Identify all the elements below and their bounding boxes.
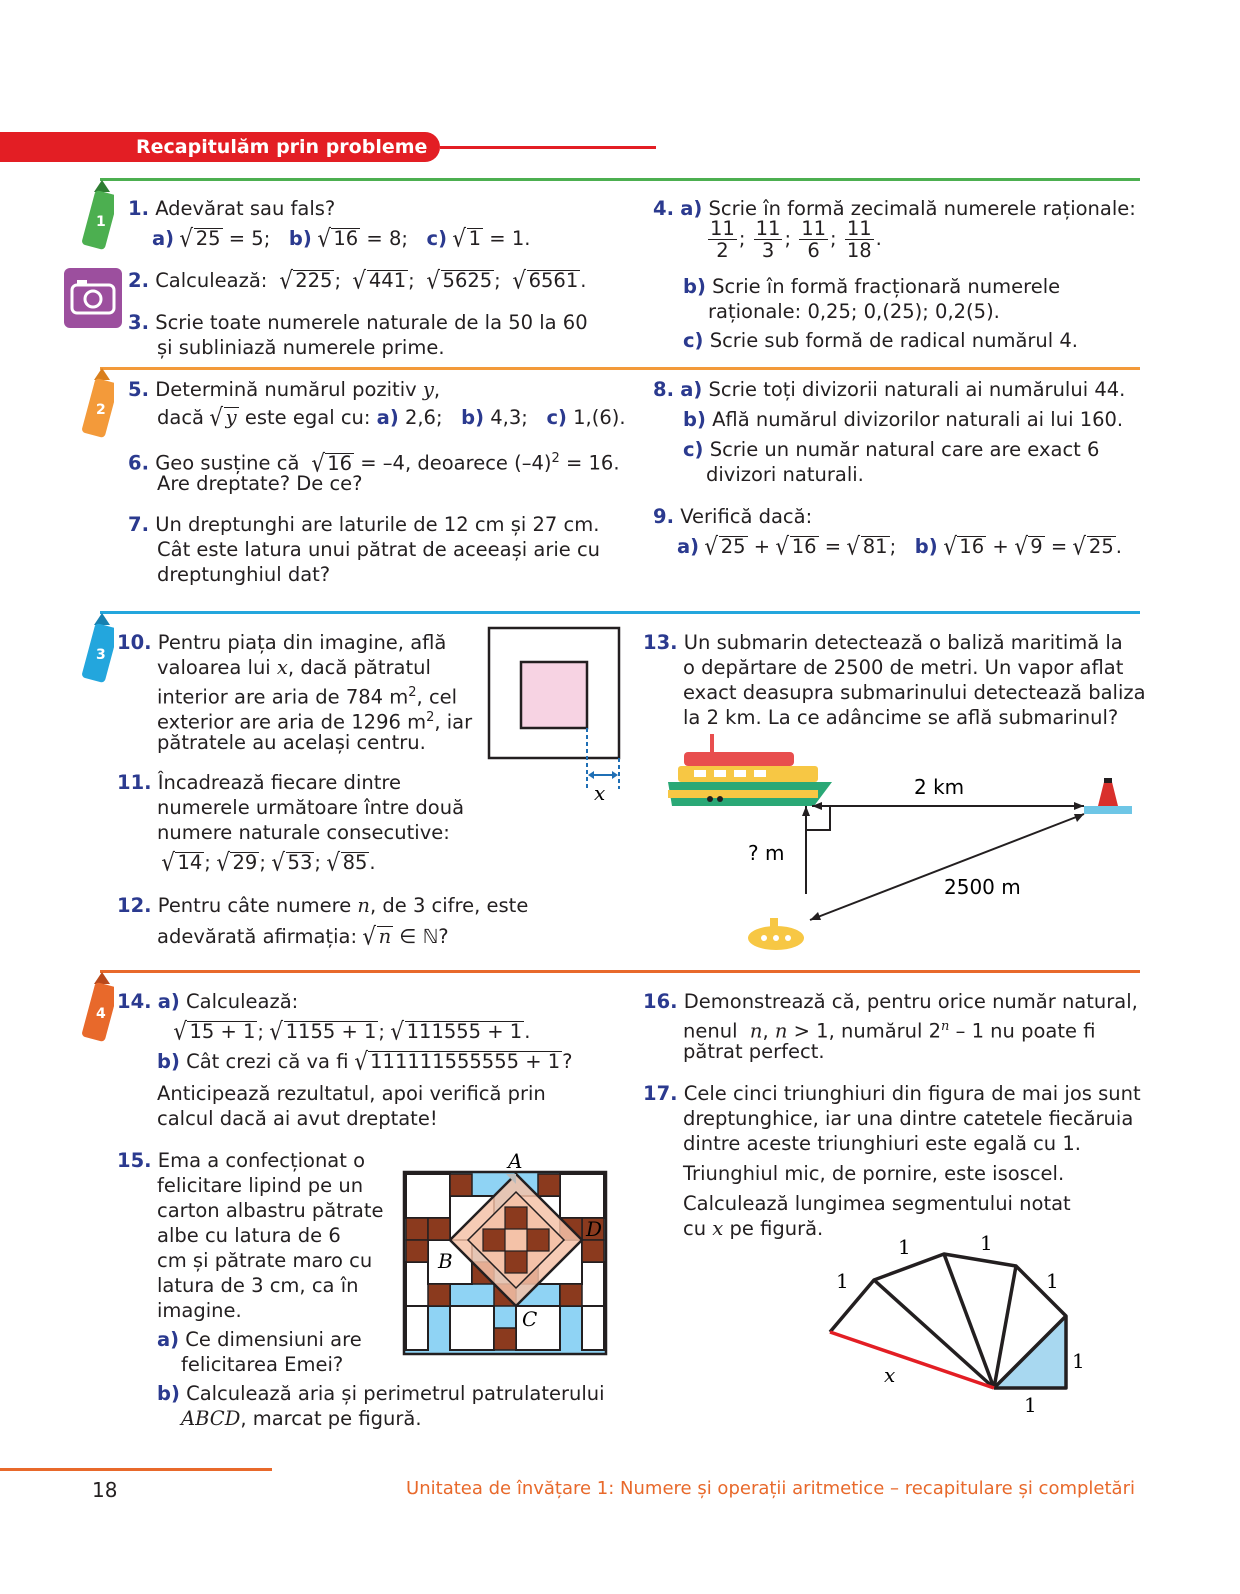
variable-x: x bbox=[712, 1217, 724, 1240]
problem-2-statement: 2. Calculează: √ 225 ; √ 441 ; √ 5625 ; √ 6561 . bbox=[128, 266, 587, 295]
vertex-A-label: A bbox=[508, 1152, 523, 1173]
problem-17-number: 17. bbox=[643, 1082, 678, 1105]
variable-n: n bbox=[357, 894, 370, 917]
problem-13-line-3: exact deasupra submarinului detectează baliza bbox=[683, 681, 1146, 704]
problem-15-text-1: Ema a confecționat o bbox=[157, 1149, 366, 1172]
variable-n: n bbox=[749, 1019, 763, 1043]
problem-8-c-2: divizori naturali. bbox=[706, 463, 864, 486]
problem-15-b-1 bbox=[157, 1381, 605, 1406]
side-label-1e: 1 bbox=[1072, 1349, 1085, 1373]
problem-1-text: Adevărat sau fals? bbox=[155, 197, 336, 220]
problem-5-number: 5. bbox=[128, 378, 149, 401]
item-a-label: a) bbox=[157, 1328, 180, 1351]
item-c-label: c) bbox=[683, 438, 704, 461]
iar: , iar bbox=[434, 710, 473, 734]
sep: ; bbox=[314, 851, 321, 874]
item-c-label: c) bbox=[426, 227, 448, 250]
variable-n: n bbox=[774, 1019, 788, 1043]
problem-6-text-c: = 16. bbox=[559, 451, 620, 475]
problem-15-line-4: albe cu latura de 6 bbox=[157, 1224, 341, 1247]
camera-icon[interactable] bbox=[64, 268, 122, 328]
problem-16-text-1: Demonstrează că, pentru orice număr natural, bbox=[683, 990, 1138, 1013]
problem-6-line-2: Are dreptate? De ce? bbox=[157, 472, 363, 495]
section-header-tag bbox=[0, 132, 440, 162]
problem-3-line-2: și subliniază numerele prime. bbox=[157, 336, 445, 359]
problem-6-line-1: 6. Geo susține că √ 16 = –4, deoarece $(-4)^2 = 16$. bbox=[128, 448, 620, 478]
plus: + bbox=[753, 535, 771, 558]
item-c-rest: = 1. bbox=[489, 227, 531, 250]
problem-4-c bbox=[683, 328, 1078, 353]
end: . bbox=[1115, 535, 1122, 558]
buoy-icon bbox=[1084, 778, 1132, 814]
problem-11-line-4: √ 14 ; √ 29 ; √ 53 ; √ 85 . bbox=[161, 848, 376, 877]
dacă: dacă bbox=[157, 406, 204, 429]
level-1-number: 1 bbox=[96, 214, 106, 230]
ship-icon bbox=[668, 734, 832, 806]
problem-7-line-2: Cât este latura unui pătrat de aceeași arie cu bbox=[157, 538, 601, 561]
problem-9-line-2: a) √ 25 + √ 16 = √ 81 ; b) √ 16 + √ 9 = √ 25 . bbox=[677, 532, 1122, 561]
problem-5-text-1: Determină numărul pozitiv bbox=[155, 378, 417, 401]
problem-17-line-1 bbox=[643, 1081, 1141, 1106]
radical-16: 16 bbox=[959, 535, 985, 558]
problem-5-line-1 bbox=[128, 377, 440, 402]
problem-17-line-5: Calculează lungimea segmentului notat bbox=[683, 1192, 1071, 1215]
level-2-separator bbox=[100, 367, 1140, 370]
fraction-11-3: $\frac{11}{3}$ bbox=[755, 217, 781, 262]
este-egal: este egal cu: bbox=[244, 406, 371, 429]
ce-dimensiuni: Ce dimensiuni are bbox=[185, 1328, 362, 1351]
problem-2-number: 2. bbox=[128, 269, 149, 292]
item-c-label: c) bbox=[683, 329, 704, 352]
level-4-separator bbox=[100, 970, 1140, 973]
radical-n: n bbox=[378, 925, 392, 948]
problem-10-number: 10. bbox=[117, 631, 152, 654]
problem-13-line-4: la 2 km. La ce adâncime se află submarinul? bbox=[683, 706, 1119, 729]
plus: + bbox=[992, 535, 1009, 558]
problem-15-line-6: latura de 3 cm, ca în bbox=[157, 1274, 359, 1297]
level-3-crayon-icon bbox=[80, 613, 114, 691]
radical-y: y bbox=[225, 406, 237, 429]
problem-14-radicals: √ 15 + 1 ; √ 1155 + 1 ; √ 111555 + 1 . bbox=[173, 1017, 531, 1046]
item-b-label: b) bbox=[461, 406, 485, 429]
item-a-label: a) bbox=[677, 535, 700, 558]
inner-square bbox=[521, 662, 587, 728]
item-a-rest: = 5; bbox=[228, 227, 271, 250]
problem-1-statement bbox=[128, 196, 335, 221]
level-1-crayon-icon bbox=[80, 180, 114, 258]
exponent: 2 bbox=[551, 451, 560, 466]
item-a-label: a) bbox=[376, 406, 399, 429]
comma: , bbox=[762, 1019, 775, 1043]
problem-15-line-2: felicitare lipind pe un bbox=[157, 1174, 364, 1197]
side-label-1b: 1 bbox=[898, 1235, 911, 1259]
comma: , bbox=[433, 378, 441, 401]
radical-25: 25 bbox=[195, 227, 221, 250]
afirmatia: adevărată afirmația: bbox=[157, 925, 358, 948]
radical-16: 16 bbox=[333, 227, 359, 250]
label-2km: 2 km bbox=[914, 775, 965, 799]
sep: ; bbox=[257, 1020, 264, 1043]
problem-4-text-b1: Scrie în formă fracționară numerele bbox=[712, 275, 1061, 298]
problem-15-a-1 bbox=[157, 1327, 362, 1352]
pe-figura: pe figură. bbox=[729, 1217, 824, 1240]
cat-crezi: Cât crezi că va fi bbox=[186, 1050, 349, 1073]
radical-225: 225 bbox=[295, 269, 333, 292]
end: . bbox=[369, 851, 376, 874]
level-2-crayon-icon bbox=[80, 368, 114, 446]
problem-10-line-2 bbox=[157, 655, 431, 680]
item-b-label: b) bbox=[157, 1050, 180, 1073]
cu: cu bbox=[683, 1217, 707, 1240]
problem-11-line-2: numerele următoare între două bbox=[157, 796, 465, 819]
fraction-11-18: $\frac{11}{18}$ bbox=[846, 217, 872, 262]
radical-14: 14 bbox=[177, 851, 203, 874]
exponent: 2 bbox=[408, 685, 417, 700]
item-b-label: b) bbox=[683, 408, 706, 431]
valoarea: valoarea lui bbox=[157, 656, 271, 679]
abcd-label: ABCD bbox=[181, 1407, 241, 1430]
radical-16: 16 bbox=[327, 451, 353, 475]
item-a-label: a) bbox=[680, 378, 703, 401]
problem-17-line-2: dreptunghice, iar una dintre catetele fiecăruia bbox=[683, 1107, 1134, 1130]
problem-4-b-1 bbox=[683, 274, 1060, 299]
radical-1: 1 bbox=[468, 227, 482, 250]
problem-12-line-1 bbox=[117, 893, 528, 918]
problem-8-text-b: Află numărul divizorilor naturali ai lui 160. bbox=[712, 408, 1124, 431]
side-label-1c: 1 bbox=[980, 1231, 993, 1255]
interior-aria: interior are aria de 784 m bbox=[157, 685, 409, 709]
radical-29: 29 bbox=[232, 851, 258, 874]
numarul: > 1, numărul 2 bbox=[787, 1019, 942, 1043]
problem-10-line-1 bbox=[117, 630, 446, 655]
problem-12-text-b: , de 3 cifre, este bbox=[369, 894, 529, 917]
value-a: 2,6; bbox=[404, 406, 443, 429]
variable-x: x bbox=[276, 656, 288, 679]
nenul: nenul bbox=[683, 1019, 738, 1043]
exponent: 2 bbox=[426, 710, 435, 725]
problem-4-text-c: Scrie sub formă de radical numărul 4. bbox=[709, 329, 1079, 352]
problem-6-text-b: = –4, deoarece (–4) bbox=[360, 451, 552, 475]
problem-12-text-a: Pentru câte numere bbox=[157, 894, 352, 917]
problem-2-text: Calculează: bbox=[155, 269, 268, 292]
problem-17-line-6 bbox=[683, 1216, 823, 1241]
greeting-card-figure bbox=[398, 1152, 610, 1358]
level-2-number: 2 bbox=[96, 402, 106, 418]
level-4-crayon-icon bbox=[80, 972, 114, 1050]
problem-9-line-1 bbox=[653, 504, 812, 529]
vertex-C-label: C bbox=[522, 1307, 538, 1331]
problem-15-line-3: carton albastru pătrate bbox=[157, 1199, 384, 1222]
vertex-D-label: D bbox=[586, 1217, 603, 1241]
radical-441: 441 bbox=[368, 269, 407, 292]
problem-12-line-2: adevărată afirmația: √ n ∈ ℕ? bbox=[157, 922, 449, 951]
problem-13-line-2: o depărtare de 2500 de metri. Un vapor aflat bbox=[683, 656, 1124, 679]
problem-1-number: 1. bbox=[128, 197, 149, 220]
segment-x bbox=[830, 1332, 994, 1388]
radical-53: 53 bbox=[287, 851, 313, 874]
label-depth: ? m bbox=[748, 841, 785, 865]
problem-14-line-1 bbox=[117, 989, 298, 1014]
item-c-label: c) bbox=[546, 406, 567, 429]
footer-rule bbox=[0, 1468, 272, 1471]
side-label-1a: 1 bbox=[836, 1269, 849, 1293]
variable-y: y bbox=[422, 378, 434, 401]
problem-14-number: 14. bbox=[117, 990, 152, 1013]
problem-3-number: 3. bbox=[128, 311, 149, 334]
sep: ; bbox=[408, 269, 415, 292]
page-number: 18 bbox=[92, 1478, 118, 1502]
problem-15-line-1 bbox=[117, 1148, 365, 1173]
problem-7-line-1 bbox=[128, 512, 599, 537]
value-c: 1,(6). bbox=[573, 406, 626, 429]
problem-15-line-5: cm și pătrate maro cu bbox=[157, 1249, 373, 1272]
radical-25: 25 bbox=[1088, 535, 1114, 558]
figure-x-label: x bbox=[594, 781, 606, 805]
problem-15-b-2 bbox=[181, 1406, 422, 1431]
question: ? bbox=[562, 1050, 573, 1073]
fraction-11-6: $\frac{11}{6}$ bbox=[801, 217, 827, 262]
radical-81: 81 bbox=[862, 535, 888, 558]
problem-7-text-1: Un dreptunghi are laturile de 12 cm și 27 cm. bbox=[155, 513, 600, 536]
radical-big: 111111555555 + 1 bbox=[370, 1050, 561, 1073]
marcat: , marcat pe figură. bbox=[240, 1407, 422, 1430]
problem-14-line-b: b) Cât crezi că va fi √ 111111555555 + 1 ? bbox=[157, 1047, 573, 1076]
level-4-number: 4 bbox=[96, 1006, 106, 1022]
problem-7-number: 7. bbox=[128, 513, 149, 536]
problem-16-line-3: pătrat perfect. bbox=[683, 1040, 825, 1063]
equals: = bbox=[824, 535, 842, 558]
problem-11-text-1: Încadrează fiecare dintre bbox=[157, 771, 401, 794]
problem-16-number: 16. bbox=[643, 990, 678, 1013]
problem-8-c-1 bbox=[683, 437, 1099, 462]
problem-17-line-3: dintre aceste triunghiuri este egală cu 1. bbox=[683, 1132, 1081, 1155]
header-rule bbox=[440, 146, 656, 149]
radical-16: 16 bbox=[791, 535, 817, 558]
problem-8-text-a: Scrie toți divizorii naturali ai numărului 44. bbox=[708, 378, 1126, 401]
problem-9-number: 9. bbox=[653, 505, 674, 528]
problem-11-number: 11. bbox=[117, 771, 152, 794]
problem-13-text-1: Un submarin detectează o baliză maritimă la bbox=[683, 631, 1123, 654]
item-b-rest: = 8; bbox=[366, 227, 408, 250]
equals: = bbox=[1050, 535, 1068, 558]
problem-13-number: 13. bbox=[643, 631, 678, 654]
level-1-separator bbox=[100, 178, 1140, 181]
problem-16-line-1 bbox=[643, 989, 1138, 1014]
problem-11-line-3: numere naturale consecutive: bbox=[157, 821, 450, 844]
sep: ; bbox=[259, 851, 266, 874]
item-b-label: b) bbox=[288, 227, 312, 250]
problem-17-text-1: Cele cinci triunghiuri din figura de mai jos sunt bbox=[683, 1082, 1141, 1105]
problem-8-a bbox=[653, 377, 1125, 402]
problem-4-b-2: raționale: 0,25; 0,(25); 0,2(5). bbox=[708, 300, 1000, 323]
calculeaza: Calculează: bbox=[186, 990, 299, 1013]
level-3-number: 3 bbox=[96, 647, 106, 663]
squares-figure bbox=[484, 624, 626, 806]
item-a-label: a) bbox=[680, 197, 703, 220]
radical-111555-1: 111555 + 1 bbox=[406, 1020, 523, 1043]
calculeaza-aria: Calculează aria și perimetrul patrulaterului bbox=[186, 1382, 605, 1405]
submarine-icon bbox=[748, 918, 804, 950]
level-3-separator bbox=[100, 611, 1140, 614]
value-b: 4,3; bbox=[490, 406, 528, 429]
radical-1155-1: 1155 + 1 bbox=[285, 1020, 377, 1043]
problem-14-line-4: calcul dacă ai avut dreptate! bbox=[157, 1107, 438, 1130]
radical-9: 9 bbox=[1030, 535, 1043, 558]
problem-8-text-c1: Scrie un număr natural care are exact 6 bbox=[709, 438, 1100, 461]
problem-6-number: 6. bbox=[128, 451, 149, 475]
problem-4-fractions: $\frac{11}{2}$ ; $\frac{11}{3}$ ; $\frac{11}{6}$ ; $\frac{11}{18}$ . bbox=[710, 217, 882, 262]
sep: ; bbox=[378, 1020, 385, 1043]
item-a-label: a) bbox=[157, 990, 180, 1013]
problem-3-line-1 bbox=[128, 310, 588, 335]
problem-7-line-3: dreptunghiul dat? bbox=[157, 563, 331, 586]
problem-13-line-1 bbox=[643, 630, 1123, 655]
item-b-label: b) bbox=[157, 1382, 180, 1405]
item-b-label: b) bbox=[683, 275, 706, 298]
problem-17-line-4: Triunghiul mic, de pornire, este isoscel. bbox=[683, 1162, 1065, 1185]
problem-4-text-a: Scrie în formă zecimală numerele raționale: bbox=[708, 197, 1136, 220]
problem-14-line-3: Anticipează rezultatul, apoi verifică prin bbox=[157, 1082, 546, 1105]
sep: ; bbox=[334, 269, 342, 292]
problem-8-b bbox=[683, 407, 1123, 432]
end: . bbox=[524, 1020, 531, 1043]
sep: ; bbox=[204, 851, 211, 874]
problem-5-line-2: dacă √ y este egal cu: a) 2,6; b) 4,3; c) 1,(6). bbox=[157, 403, 626, 432]
label-2500m: 2500 m bbox=[944, 875, 1021, 899]
exterior-aria: exterior are aria de 1296 m bbox=[157, 710, 427, 734]
problem-11-line-1 bbox=[117, 770, 401, 795]
section-title: Recapitulăm prin probleme bbox=[136, 136, 428, 158]
radical-85: 85 bbox=[342, 851, 368, 874]
item-a-label: a) bbox=[152, 227, 175, 250]
radical-5625: 5625 bbox=[442, 269, 493, 292]
daca-patratul: , dacă pătratul bbox=[287, 656, 431, 679]
radical-25: 25 bbox=[720, 535, 746, 558]
side-label-1f: 1 bbox=[1024, 1393, 1037, 1417]
radical-6561: 6561 bbox=[528, 269, 579, 292]
vertex-B-label: B bbox=[438, 1249, 453, 1273]
nu-poate: – 1 nu poate fi bbox=[949, 1019, 1096, 1043]
end: . bbox=[580, 269, 587, 292]
segment-x-label: x bbox=[884, 1363, 896, 1387]
submarin-figure bbox=[664, 734, 1138, 958]
problem-3-text-1: Scrie toate numerele naturale de la 50 la 60 bbox=[155, 311, 588, 334]
fraction-11-2: $\frac{11}{2}$ bbox=[710, 217, 735, 262]
problem-12-number: 12. bbox=[117, 894, 152, 917]
verifica: Verifică dacă: bbox=[680, 505, 813, 528]
footer-unit-title: Unitatea de învățare 1: Numere și operații aritmetice – recapitulare și completări bbox=[406, 1478, 1135, 1499]
problem-10-line-5: pătratele au același centru. bbox=[157, 731, 426, 754]
cel: , cel bbox=[416, 685, 458, 709]
sep: ; bbox=[494, 269, 501, 292]
problem-15-number: 15. bbox=[117, 1149, 152, 1172]
side-label-1d: 1 bbox=[1046, 1269, 1059, 1293]
problem-6-text-a: Geo susține că bbox=[155, 451, 300, 475]
exponent-n: n bbox=[941, 1019, 950, 1034]
item-b-label: b) bbox=[914, 535, 938, 558]
problem-8-number: 8. bbox=[653, 378, 674, 401]
problem-1-items: a) √ 25 = 5; b) √ 16 = 8; c) √ 1 = 1. bbox=[152, 224, 531, 253]
problem-15-line-7: imagine. bbox=[157, 1299, 242, 1322]
radical-15-1: 15 + 1 bbox=[189, 1020, 256, 1043]
problem-4-number: 4. bbox=[653, 197, 674, 220]
sep: ; bbox=[889, 535, 897, 558]
triangles-figure bbox=[826, 1228, 1098, 1420]
natural-set: ∈ ℕ? bbox=[399, 925, 449, 948]
problem-10-text-1: Pentru piața din imagine, află bbox=[157, 631, 447, 654]
problem-15-a-2: felicitarea Emei? bbox=[181, 1353, 344, 1376]
